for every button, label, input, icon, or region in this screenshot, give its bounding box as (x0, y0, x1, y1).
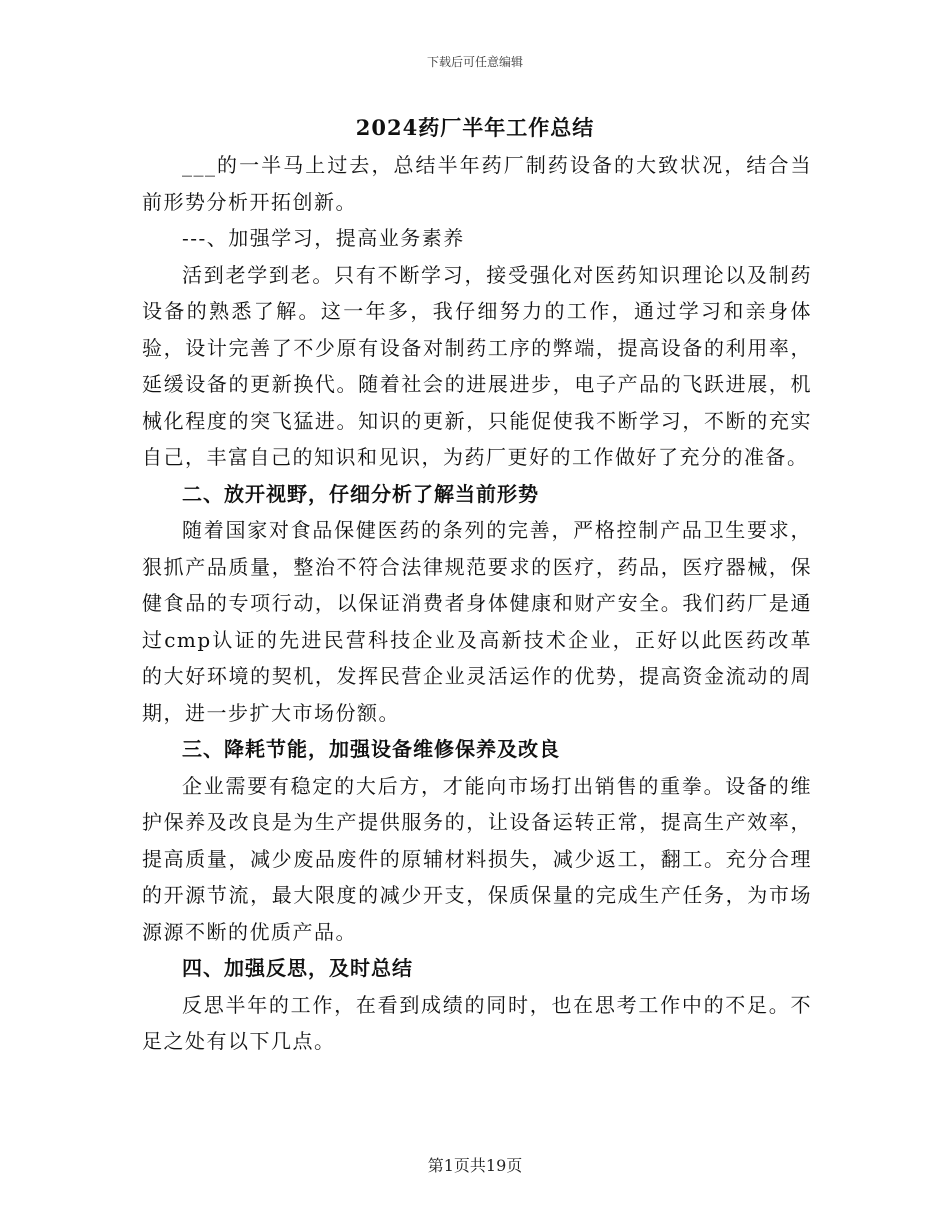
page-number: 第1页共19页 (427, 1156, 523, 1175)
section-paragraph-1: 活到老学到老。只有不断学习，接受强化对医药知识理论以及制药设备的熟悉了解。这一年多，我仔细努力的工作，通过学习和亲身体验，设计完善了不少原有设备对制药工序的弊端，提高设备的利用率，延缓设备的更新换代。随着社会的进展进步，电子产品的飞跃进展，机械化程度的突飞猛进。知识的更新，只能促使我不断学习，不断的充实自己，丰富自己的知识和见识，为药厂更好的工作做好了充分的准备。 (142, 262, 812, 469)
section-paragraph-4: 反思半年的工作，在看到成绩的同时，也在思考工作中的不足。不足之处有以下几点。 (142, 992, 812, 1053)
section-heading-2: 二、放开视野，仔细分析了解当前形势 (182, 481, 539, 506)
intro-paragraph: ___的一半马上过去，总结半年药厂制药设备的大致状况，结合当前形势分析开拓创新。 (142, 153, 812, 214)
section-heading-1: ---、加强学习，提高业务素养 (182, 226, 465, 250)
section-paragraph-2: 随着国家对食品保健医药的条列的完善，严格控制产品卫生要求，狠抓产品质量，整治不符合法律规范要求的医疗，药品，医疗器械，保健食品的专项行动，以保证消费者身体健康和财产安全。我们药厂是通过cmp认证的先进民营科技企业及高新技术企业，正好以此医药改革的大好环境的契机，发挥民营企业灵活运作的优势，提高资金流动的周期，进一步扩大市场份额。 (142, 518, 812, 725)
page-header-note: 下载后可任意编辑 (426, 55, 523, 69)
section-heading-3: 三、降耗节能，加强设备维修保养及改良 (182, 737, 560, 761)
document-body (142, 147, 812, 1060)
document-title: 2024药厂半年工作总结 (355, 115, 595, 140)
section-heading-4: 四、加强反思，及时总结 (182, 956, 413, 980)
section-paragraph-3: 企业需要有稳定的大后方，才能向市场打出销售的重拳。设备的维护保养及改良是为生产提供服务的，让设备运转正常，提高生产效率，提高质量，减少废品废件的原辅材料损失，减少返工，翻工。充分合理的开源节流，最大限度的减少开支，保质保量的完成生产任务，为市场源源不断的优质产品。 (142, 773, 812, 944)
